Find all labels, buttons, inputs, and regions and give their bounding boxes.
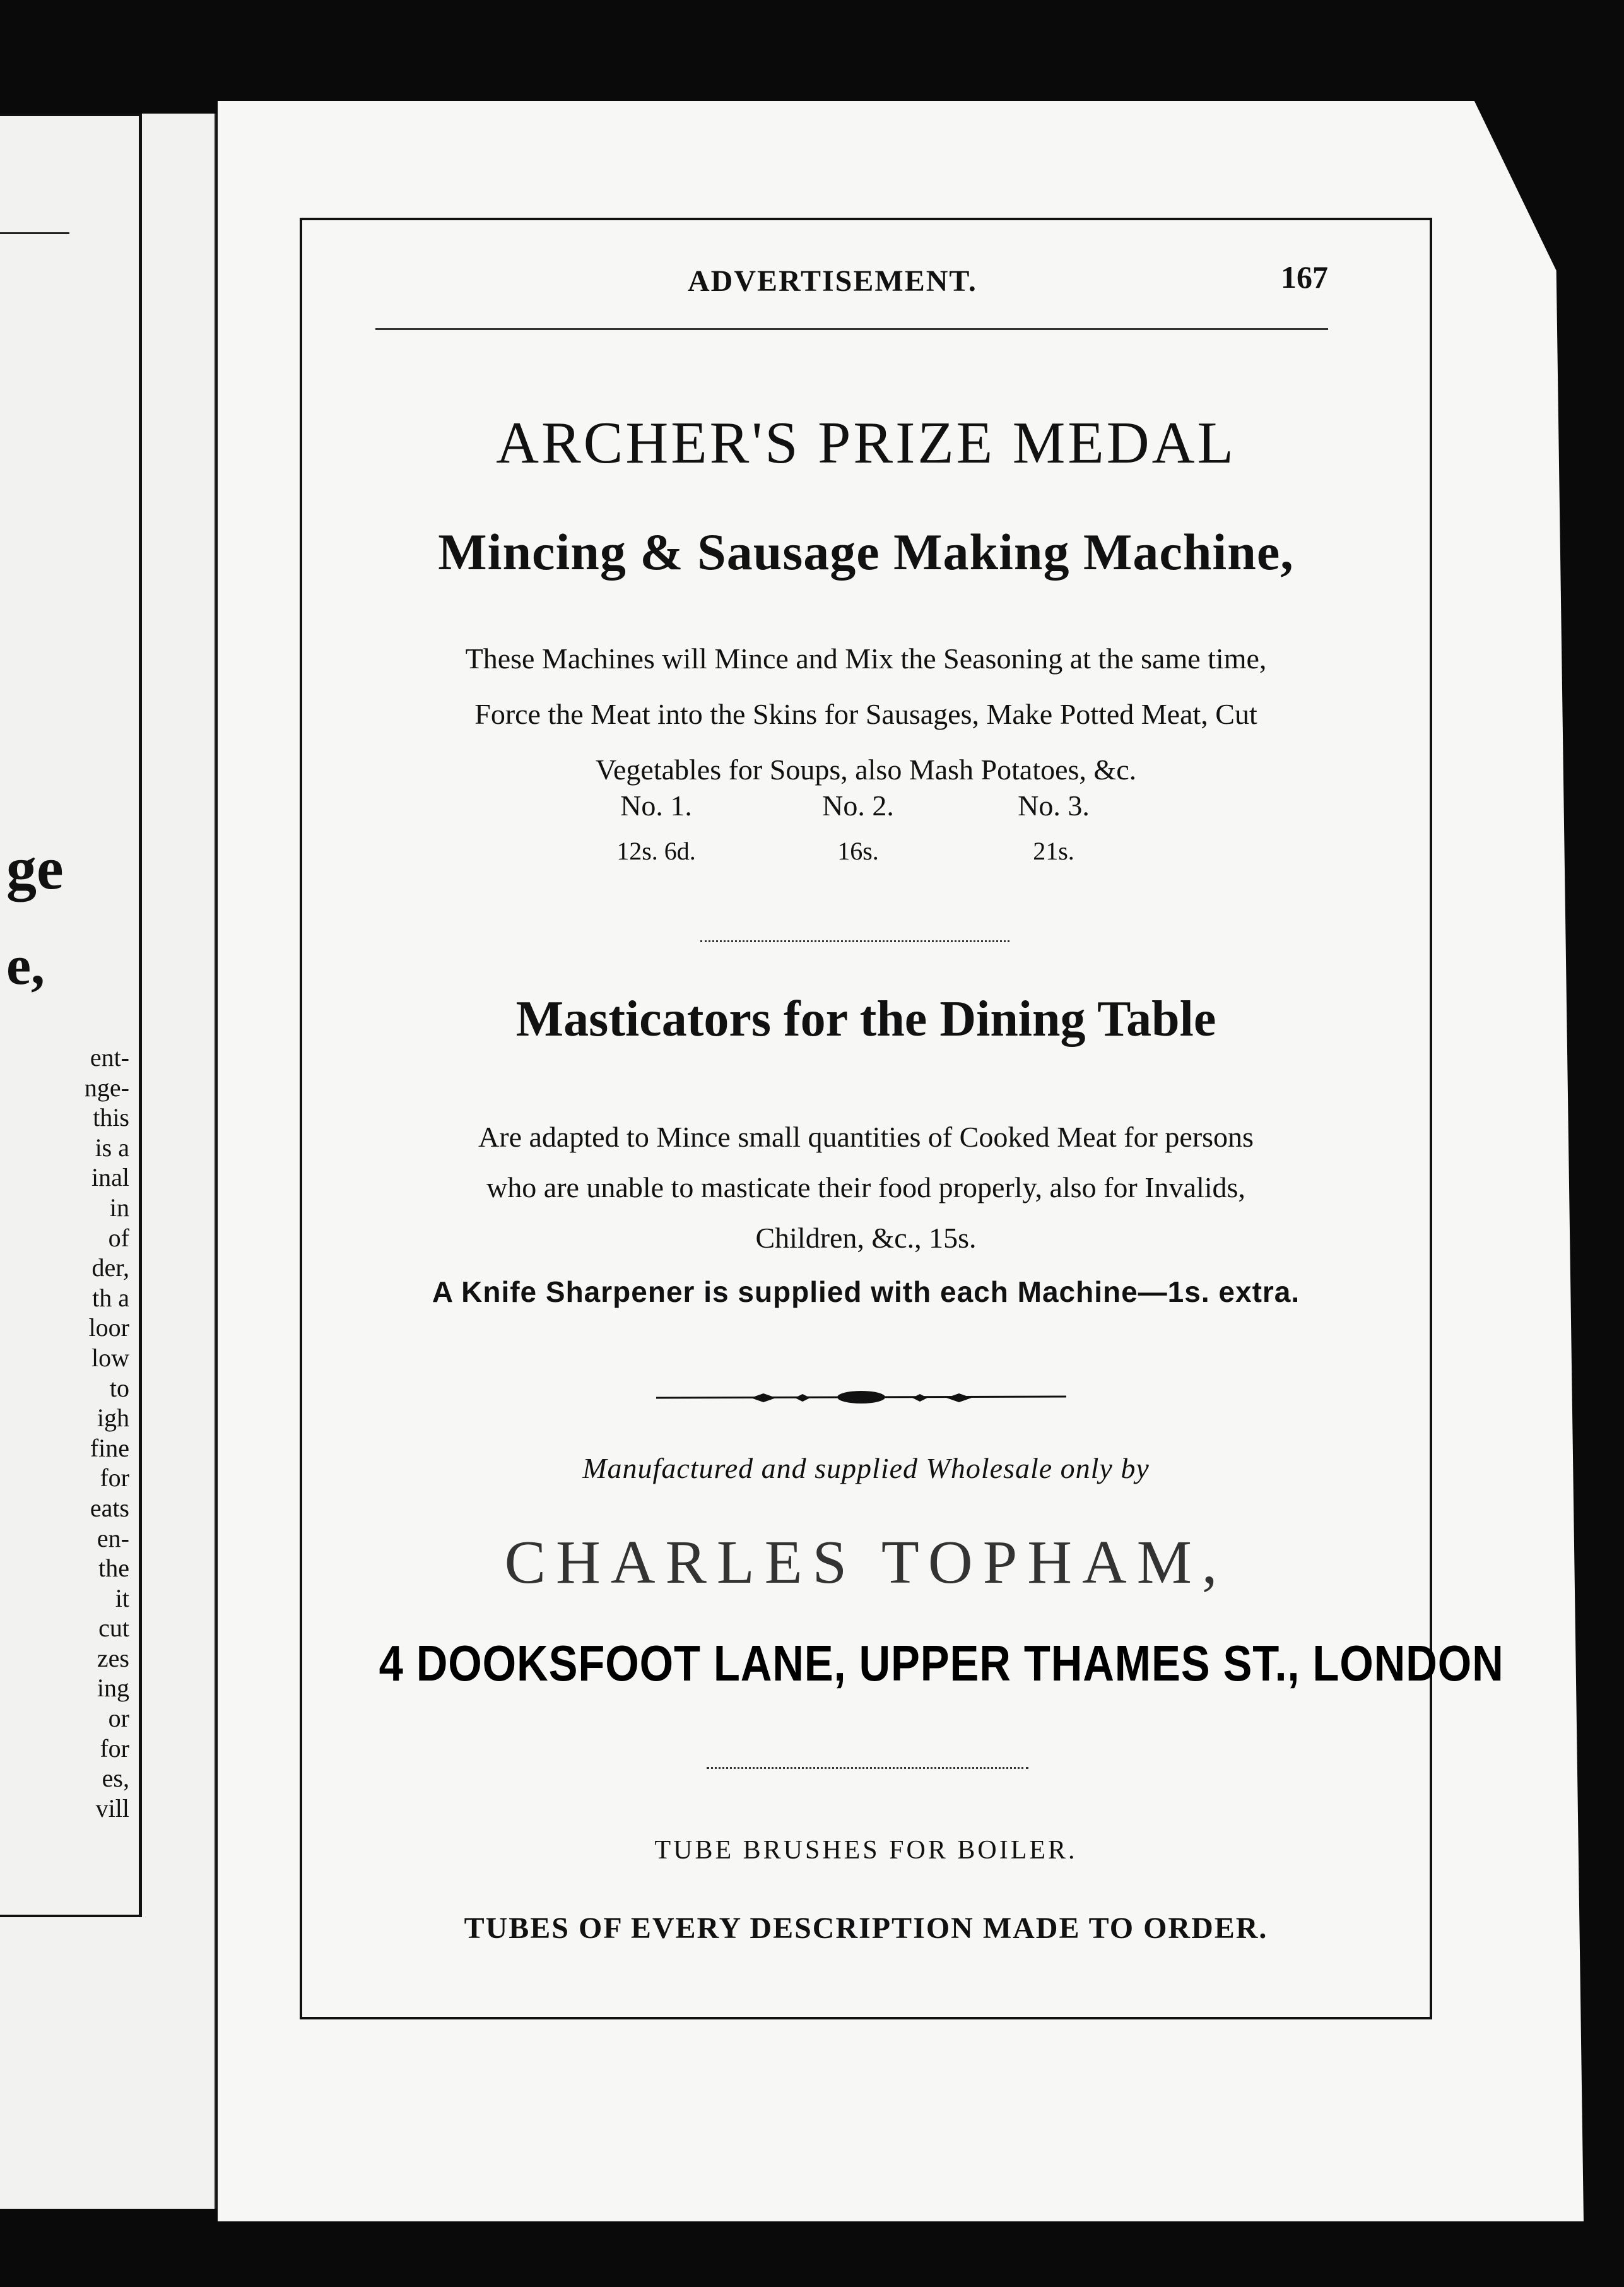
facing-page-text-line: to <box>109 1373 129 1402</box>
footer-line: TUBE BRUSHES FOR BOILER. <box>654 1836 1078 1865</box>
facing-page-text-column <box>0 1043 129 1823</box>
facing-page-text-line: cut <box>98 1614 129 1643</box>
facing-page-text-line: ing <box>97 1674 129 1703</box>
facing-page-text-line: for <box>100 1734 129 1763</box>
facing-page-text-line: of <box>108 1223 129 1252</box>
facing-page-text-line: igh <box>97 1404 129 1433</box>
header-rule <box>375 328 1328 330</box>
facing-page-text-line: vill <box>95 1794 129 1823</box>
company-address: 4 DOOKSFOOT LANE, UPPER THAMES ST., LONDON <box>379 1635 1504 1691</box>
facing-page-rule <box>0 232 69 234</box>
company-name: CHARLES TOPHAM, <box>504 1528 1228 1597</box>
model-name: No. 2. <box>822 789 894 822</box>
ad2-description <box>300 1112 1432 1263</box>
wavy-divider <box>707 1767 1028 1774</box>
model-column <box>1003 789 1104 866</box>
facing-page-text-line: the <box>98 1554 129 1583</box>
facing-page-text-line: es, <box>102 1764 129 1793</box>
facing-page-text-line: th a <box>92 1283 129 1312</box>
facing-page-text-line: loor <box>88 1313 129 1342</box>
facing-page-text-line: nge- <box>84 1073 129 1102</box>
facing-page-text-line: in <box>109 1193 129 1222</box>
facing-page-text-line: en- <box>97 1523 129 1552</box>
model-name: No. 1. <box>620 789 692 822</box>
facing-page-fragment: e, <box>6 935 45 996</box>
facing-page-text-line: ent- <box>90 1043 129 1072</box>
facing-page-text-line: fine <box>90 1433 129 1462</box>
model-column <box>606 789 707 866</box>
facing-page-text-line: inal <box>91 1163 129 1192</box>
facing-page-text-line: for <box>100 1463 129 1492</box>
ad2-description-line: Children, &c., 15s. <box>755 1222 977 1254</box>
facing-page-text-line: zes <box>97 1643 129 1672</box>
ad2-title: Masticators for the Dining Table <box>515 991 1216 1047</box>
ad1-description <box>300 631 1432 798</box>
page-number: 167 <box>1281 259 1328 295</box>
ornamental-divider <box>656 1388 1066 1407</box>
model-price: 21s. <box>1033 837 1074 865</box>
model-price: 12s. 6d. <box>616 837 696 865</box>
wavy-divider <box>700 940 1009 947</box>
maker-intro: Manufactured and supplied Wholesale only by <box>582 1452 1150 1484</box>
ad1-subtitle: Mincing & Sausage Making Machine, <box>438 523 1294 581</box>
facing-page-text-line: this <box>93 1103 129 1132</box>
page-header-title: ADVERTISEMENT. <box>688 264 977 298</box>
ad1-description-line: Vegetables for Soups, also Mash Potatoes, &c. <box>595 753 1137 786</box>
ad2-description-line: Are adapted to Mince small quantities of Cooked Meat for persons <box>478 1121 1254 1153</box>
facing-page-text-line: eats <box>90 1493 129 1522</box>
ad1-description-line: Force the Meat into the Skins for Sausages, Make Potted Meat, Cut <box>474 698 1257 730</box>
footer-line: TUBES OF EVERY DESCRIPTION MADE TO ORDER. <box>464 1912 1268 1945</box>
ad1-title: ARCHER'S PRIZE MEDAL <box>496 410 1236 476</box>
model-name: No. 3. <box>1018 789 1090 822</box>
knife-sharpener-note: A Knife Sharpener is supplied with each Machine—1s. extra. <box>432 1275 1300 1308</box>
ad1-description-line: These Machines will Mince and Mix the Seasoning at the same time, <box>465 642 1267 675</box>
facing-page-fragment: ge <box>6 834 64 902</box>
facing-page-text-line: or <box>108 1704 129 1733</box>
ad2-description-line: who are unable to masticate their food properly, also for Invalids, <box>486 1171 1245 1203</box>
facing-page-text-line: is a <box>95 1133 129 1162</box>
model-price: 16s. <box>837 837 879 865</box>
facing-page-text-line: low <box>91 1343 129 1372</box>
facing-page-text-line: it <box>115 1583 129 1612</box>
model-column <box>808 789 909 866</box>
facing-page-text-line: der, <box>91 1253 129 1282</box>
